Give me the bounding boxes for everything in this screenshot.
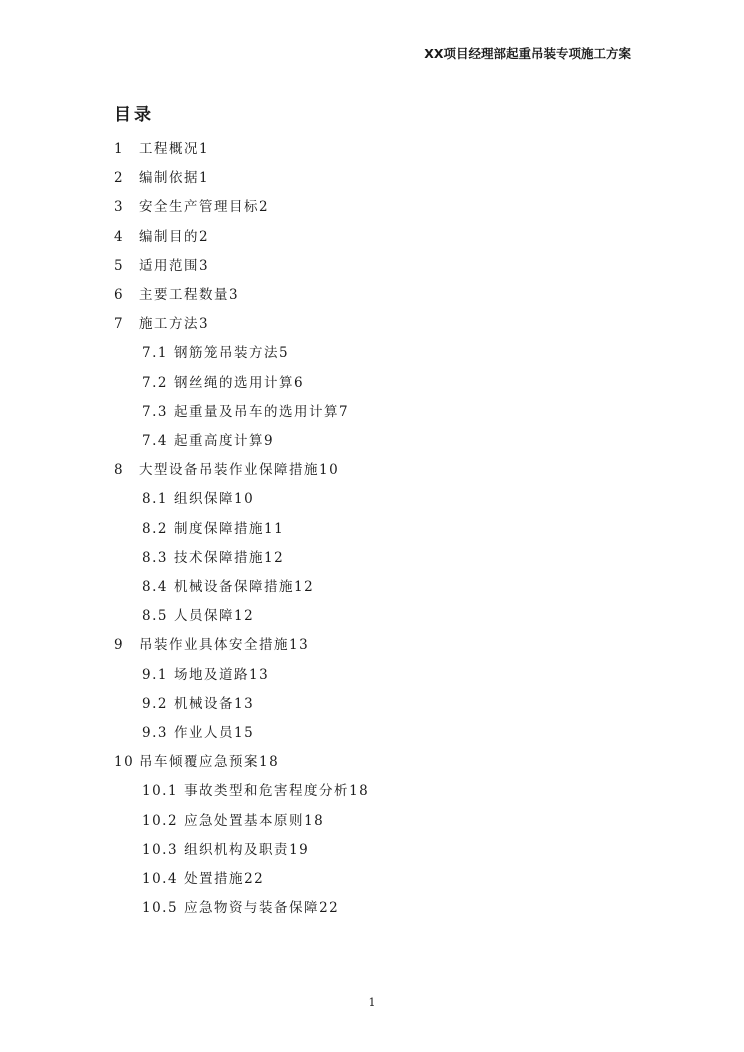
toc-entry-text: 起重量及吊车的选用计算	[173, 403, 339, 420]
toc-entry[interactable]	[114, 753, 279, 771]
toc-entry-text: 安全生产管理目标	[139, 199, 259, 216]
toc-entry-number: 10.1	[142, 783, 179, 800]
toc-entry-number: 10.5	[142, 900, 179, 917]
toc-entry-page: 5	[278, 345, 290, 362]
toc-entry[interactable]	[142, 374, 304, 392]
toc-entry-page: 3	[199, 316, 210, 333]
toc-entry-page: 6	[293, 374, 305, 391]
toc-entry-page: 18	[259, 754, 280, 771]
toc-entry-page: 10	[233, 491, 255, 508]
toc-entry[interactable]	[114, 636, 309, 654]
toc-entry[interactable]	[114, 461, 339, 479]
toc-entry[interactable]	[114, 286, 239, 304]
toc-entry[interactable]	[114, 198, 269, 216]
toc-entry-text: 技术保障措施	[173, 549, 264, 566]
toc-entry-page: 10	[319, 462, 340, 479]
toc-entry-number: 7.1	[142, 345, 168, 362]
toc-entry-page: 1	[199, 170, 210, 187]
toc-entry-text: 机械设备保障措施	[173, 579, 294, 595]
toc-entry-page: 3	[199, 257, 210, 274]
toc-entry[interactable]	[142, 344, 289, 362]
toc-entry[interactable]	[142, 432, 274, 450]
toc-entry-text: 作业人员	[173, 725, 234, 741]
toc-entry-page: 18	[304, 812, 325, 829]
toc-entry-text: 组织保障	[173, 491, 234, 508]
toc-entry-text: 编制目的	[139, 228, 199, 245]
toc-entry-text: 场地及道路	[173, 666, 249, 683]
toc-entry-text: 组织机构及职责	[184, 841, 290, 858]
toc-entry[interactable]	[142, 724, 254, 742]
toc-entry-number: 10	[114, 754, 135, 771]
toc-entry-number: 3	[114, 199, 125, 216]
toc-entry-text: 起重高度计算	[173, 433, 264, 449]
toc-entry-number: 8.3	[142, 549, 168, 566]
toc-entry-number: 8.5	[142, 608, 168, 625]
toc-entry-text: 事故类型和危害程度分析	[184, 783, 350, 800]
toc-entry-number: 4	[114, 228, 125, 245]
toc-entry-number: 1	[114, 141, 125, 157]
toc-entry-number: 8	[114, 462, 125, 479]
toc-entry[interactable]	[142, 695, 254, 713]
toc-entry[interactable]	[114, 140, 209, 158]
toc-entry-page: 22	[319, 900, 340, 917]
toc-entry-page: 13	[248, 666, 270, 683]
toc-entry-page: 13	[289, 637, 310, 654]
toc-entry-page: 7	[338, 403, 350, 420]
toc-entry-number: 7.3	[142, 403, 168, 420]
toc-entry-number: 8.2	[142, 520, 168, 537]
toc-entry[interactable]	[114, 315, 209, 333]
toc-entry[interactable]	[142, 578, 314, 596]
toc-entry-number: 10.3	[142, 841, 179, 858]
toc-entry[interactable]	[142, 899, 339, 917]
toc-entry-text: 工程概况	[139, 141, 199, 157]
toc-entry-number: 7	[114, 316, 125, 333]
toc-entry[interactable]	[142, 782, 369, 800]
toc-entry-text: 制度保障措施	[173, 520, 264, 537]
toc-entry-text: 钢筋笼吊装方法	[173, 345, 279, 362]
toc-entry-text: 大型设备吊装作业保障措施	[139, 462, 319, 479]
toc-entry[interactable]	[142, 607, 254, 625]
toc-entry-text: 吊装作业具体安全措施	[139, 637, 289, 654]
toc-entry[interactable]	[142, 490, 254, 508]
toc-entry[interactable]	[114, 228, 209, 246]
page-number: 1	[368, 996, 376, 1009]
toc-entry-page: 2	[259, 199, 270, 216]
toc-entry-number: 8.4	[142, 579, 168, 595]
toc-entry[interactable]	[142, 870, 264, 888]
toc-entry-number: 8.1	[142, 491, 168, 508]
toc-entry-text: 主要工程数量	[139, 287, 229, 303]
toc-entry-number: 5	[114, 257, 125, 274]
toc-entry-number: 10.4	[142, 871, 179, 887]
toc-entry-number: 7.4	[142, 433, 168, 449]
toc-entry-page: 9	[263, 433, 275, 449]
toc-entry-text: 机械设备	[173, 695, 234, 712]
toc-entry[interactable]	[142, 666, 269, 684]
toc-entry-text: 适用范围	[139, 257, 199, 274]
toc-entry-text: 吊车倾覆应急预案	[139, 754, 259, 771]
toc-entry-number: 9.1	[142, 666, 168, 683]
toc-entry-number: 9	[114, 637, 125, 654]
toc-entry-number: 6	[114, 287, 125, 303]
toc-entry-number: 2	[114, 170, 125, 187]
toc-entry[interactable]	[142, 812, 324, 830]
toc-entry-number: 7.2	[142, 374, 168, 391]
toc-entry-page: 22	[244, 871, 265, 887]
toc-entry-page: 13	[233, 695, 255, 712]
toc-entry[interactable]	[114, 169, 209, 187]
toc-entry-text: 编制依据	[139, 170, 199, 187]
toc-entry-number: 10.2	[142, 812, 179, 829]
toc-title: 目录	[114, 105, 154, 125]
toc-entry-text: 处置措施	[184, 871, 245, 887]
toc-entry-page: 3	[229, 287, 240, 303]
toc-entry-page: 19	[289, 841, 310, 858]
toc-entry[interactable]	[114, 257, 209, 275]
toc-entry-text: 应急处置基本原则	[184, 812, 305, 829]
page-header: XX项目经理部起重吊装专项施工方案	[424, 46, 631, 61]
toc-entry-text: 人员保障	[173, 608, 234, 625]
toc-entry[interactable]	[142, 549, 284, 567]
toc-entry-text: 钢丝绳的选用计算	[173, 374, 294, 391]
toc-entry-page: 12	[263, 549, 285, 566]
toc-entry-text: 应急物资与装备保障	[184, 900, 320, 917]
toc-entry-text: 施工方法	[139, 316, 199, 333]
toc-entry-page: 2	[199, 228, 210, 245]
toc-entry[interactable]	[142, 841, 309, 859]
toc-entry[interactable]	[142, 403, 349, 421]
toc-entry-page: 15	[233, 725, 255, 741]
toc-entry-page: 18	[349, 783, 370, 800]
toc-entry-page: 11	[263, 520, 285, 537]
toc-entry-number: 9.2	[142, 695, 168, 712]
toc-entry[interactable]	[142, 520, 284, 538]
toc-entry-page: 1	[199, 141, 210, 157]
toc-entry-number: 9.3	[142, 725, 168, 741]
toc-entry-page: 12	[233, 608, 255, 625]
toc-entry-page: 12	[293, 579, 315, 595]
